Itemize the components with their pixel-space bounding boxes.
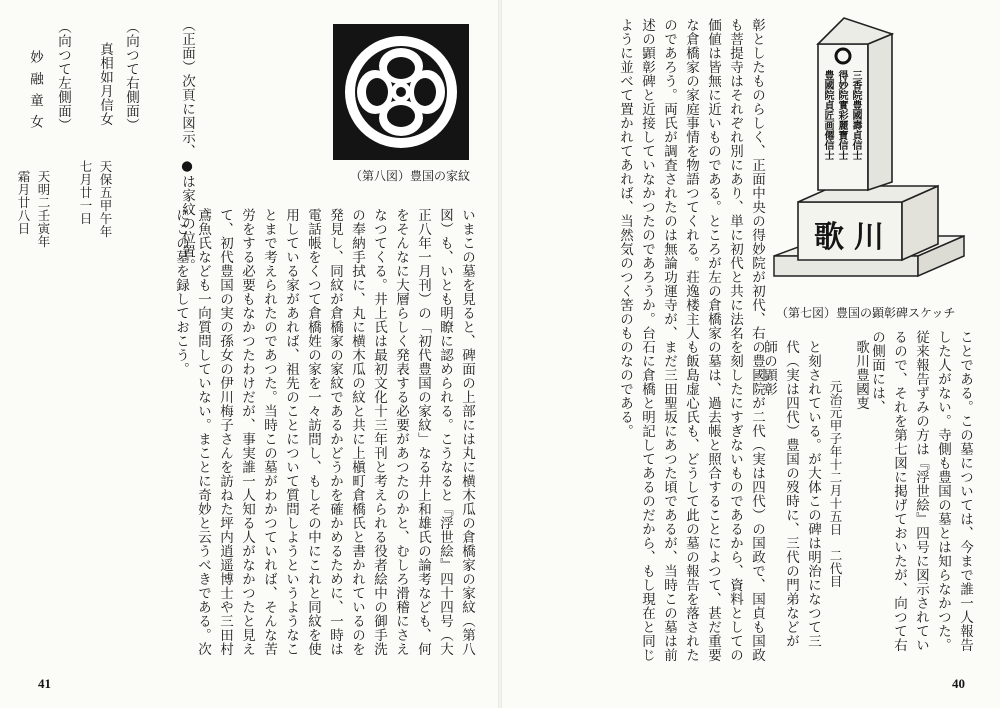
monument-inscription-1: 豊國院貞匠画僊信士 [822,70,833,160]
monument-inscription-2: 得妙院實彩麗寶信士 [836,70,847,160]
monument-icon [768,14,968,304]
monument-sketch-figure [768,14,968,304]
monument-base-text: 歌川 [814,220,894,255]
left-side-name: 妙融童女 [27,50,43,136]
left-body-text: いまこの墓を見ると、碑面の上部には丸に横木瓜の倉橋家の家紋（第八図）も、いとも明瞭に認められる。こうなると『浮世絵』四十四号（大正八年一月刊）の「初代豊国の家紋」なる井上和雄氏の論考なども、何をそんなに大層らしく発表する必要があつたのかと、むしろ滑稽にさえなつてくる。井上氏は最初文化十三年刊と考えられる役者絵中の御手洗の奉納手拭に、丸に横木瓜の紋と共に上槇町倉橋氏と書かれているのを発見し、同紋が倉橋家の家紋であるかどうかを確かめるために、一時は電話帳をくつて倉橋姓の家を一々訪問し、もしその中にこれと同紋を使用している家があれば、祖先のことについて質問しようというようなことまで考えられたのであつた。当時この墓がわかつていれば、そんな苦労をする必要もなかつたわけだが、事実誰一人知る人がなかつたと見えて、初代豊国の実の孫女の伊川梅子さんを訪ねた坪内逍遥博士や三田村鳶魚氏なども一向質問していない。まことに奇妙と云うべきである。次にこの墓を録しておこう。 [173,208,475,656]
right-body-text-bottom: ことである。この墓については、今まで誰一人報告した人がない。寺側も豊国の墓とは知らなかつた。従来報告ずみの方は『浮世絵』四号に図示されているので、それを第七図に掲げておいたが、向つて右の側面には、 [869,330,973,652]
kamon-crest-figure [333,24,469,160]
figure7-caption: （第七図）豊国の顕彰碑スケッチ [776,306,956,320]
left-side-date1: 天明二壬寅年 [36,170,51,248]
right-body-text-top: 彰としたものらしく、正面中央の得妙院が初代、右の豊國院が二代（実は四代）の国政で、国貞も国政も菩提寺はそれぞれ別にあり、単に初代と共に法名を刻したにすぎないものであるから、資料としての価値は皆無に近いものである。ところが左の倉橋家の墓は、過去帳と照合することによつて、甚だ重要な倉橋家の家庭事情を物語つてくれる。荘逸楼主人も飯島虚心氏も、どうして此の墓の報告を落されたのであろう。両氏が調査されたのは無論功運寺が、まだ三田聖坂にあつた頃であるが、当時この墓は前述の顕彰碑と近接していなかつたのであろうか。台石に倉橋と明記してあるのだから、もし現在と同じように並べて置かれてあれば、当然気のつく筈のものなのである。 [617,18,765,662]
inscription-name: 歌川豊國叓 [853,340,869,410]
right-side-date1: 天保五甲午年 [98,160,113,238]
page-number-left: 41 [38,676,51,691]
right-body-text-after: と刻されている。が大体この碑は明治になつて三代（実は四代）豊国の歿時に、三代の門弟などが師の顕彰 [761,340,821,648]
right-side-label: （向つて右側面） [123,20,139,132]
record-intro: （正面）次頁に図示、●は家紋の位置。 [179,18,195,273]
left-side-label: （向つて左側面） [55,20,71,132]
left-side-date2: 霜月廿八日 [16,170,31,235]
inscription-date: 元治元甲子年十二月十五日 二代目 [828,380,843,588]
monument-inscription-3: 三香院豊國壽貞信士 [850,70,861,160]
right-side-date2: 七月廿一日 [78,160,93,225]
figure8-caption: （第八図）豊国の家紋 [350,169,471,183]
page-number-right: 40 [952,676,965,691]
mokko-crest-icon [333,24,469,160]
right-side-name: 真相如月信女 [97,42,113,126]
